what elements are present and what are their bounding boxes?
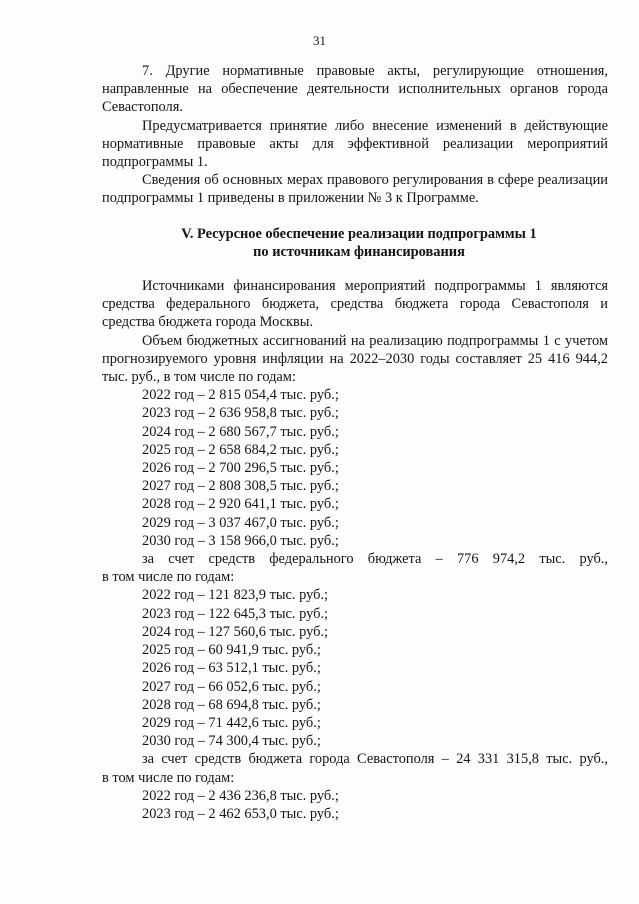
federal-year-item: 2027 год – 66 052,6 тыс. руб.; — [142, 678, 321, 695]
section-heading-line1: V. Ресурсное обеспечение реализации подпрограммы 1 — [181, 225, 537, 242]
federal-year-item: 2028 год – 68 694,8 тыс. руб.; — [142, 696, 321, 713]
total-year-item: 2026 год – 2 700 296,5 тыс. руб.; — [142, 460, 339, 477]
federal-year-item: 2029 год – 71 442,6 тыс. руб.; — [142, 714, 321, 731]
federal-year-item: 2024 год – 127 560,6 тыс. руб.; — [142, 623, 329, 640]
body-text — [102, 62, 608, 823]
total-year-item: 2024 год – 2 680 567,7 тыс. руб.; — [142, 423, 339, 440]
federal-year-item: 2025 год – 60 941,9 тыс. руб.; — [142, 642, 321, 659]
paragraph-changes: Предусматривается принятие либо внесение изменений в действующие нормативные правовые акты для эффективной реализации мероприятий подпрограммы 1. — [102, 117, 608, 171]
paragraph-volume: Объем бюджетных ассигнований на реализацию подпрограммы 1 с учетом прогнозируемого уровня инфляции на 2022–2030 годы составляет 25 416 944,2 тыс. руб., в том числе по годам: — [102, 332, 608, 386]
federal-year-item: 2026 год – 63 512,1 тыс. руб.; — [142, 660, 321, 677]
sevastopol-years-list — [102, 787, 608, 823]
section-heading-line2: по источникам финансирования — [253, 243, 465, 260]
sevastopol-year-item: 2023 год – 2 462 653,0 тыс. руб.; — [142, 805, 339, 822]
sevastopol-budget-line: за счет средств бюджета города Севастополя – 24 331 315,8 тыс. руб., — [142, 751, 608, 768]
total-year-item: 2030 год – 3 158 966,0 тыс. руб.; — [142, 532, 339, 549]
federal-budget-line: за счет средств федерального бюджета – 776 974,2 тыс. руб., — [142, 551, 608, 568]
total-year-item: 2023 год – 2 636 958,8 тыс. руб.; — [142, 405, 339, 422]
total-year-item: 2028 год – 2 920 641,1 тыс. руб.; — [142, 496, 339, 513]
paragraph-sources: Источниками финансирования мероприятий подпрограммы 1 являются средства федерального бюджета, средства бюджета города Севастополя и средства бюджета города Москвы. — [102, 278, 608, 331]
federal-year-item: 2030 год – 74 300,4 тыс. руб.; — [142, 733, 321, 750]
sevastopol-budget-continuation: в том числе по годам: — [102, 769, 235, 786]
page-number: 31 — [313, 33, 326, 48]
federal-years-list — [102, 586, 608, 750]
paragraph-info: Сведения об основных мерах правового регулирования в сфере реализации подпрограммы 1 приведены в приложении № 3 к Программе. — [102, 172, 608, 207]
paragraph-other-acts: 7. Другие нормативные правовые акты, регулирующие отношения, направленные на обеспечение деятельности исполнительных органов города Севастополя. — [102, 63, 608, 116]
federal-budget-continuation: в том числе по годам: — [102, 569, 235, 586]
total-year-item: 2029 год – 3 037 467,0 тыс. руб.; — [142, 514, 339, 531]
total-year-item: 2025 год – 2 658 684,2 тыс. руб.; — [142, 441, 339, 458]
federal-year-item: 2022 год – 121 823,9 тыс. руб.; — [142, 587, 329, 604]
total-year-item: 2027 год – 2 808 308,5 тыс. руб.; — [142, 478, 339, 495]
section-heading — [102, 225, 608, 261]
federal-year-item: 2023 год – 122 645,3 тыс. руб.; — [142, 605, 329, 622]
total-years-list — [102, 386, 608, 550]
total-year-item: 2022 год – 2 815 054,4 тыс. руб.; — [142, 387, 339, 404]
sevastopol-year-item: 2022 год – 2 436 236,8 тыс. руб.; — [142, 787, 339, 804]
